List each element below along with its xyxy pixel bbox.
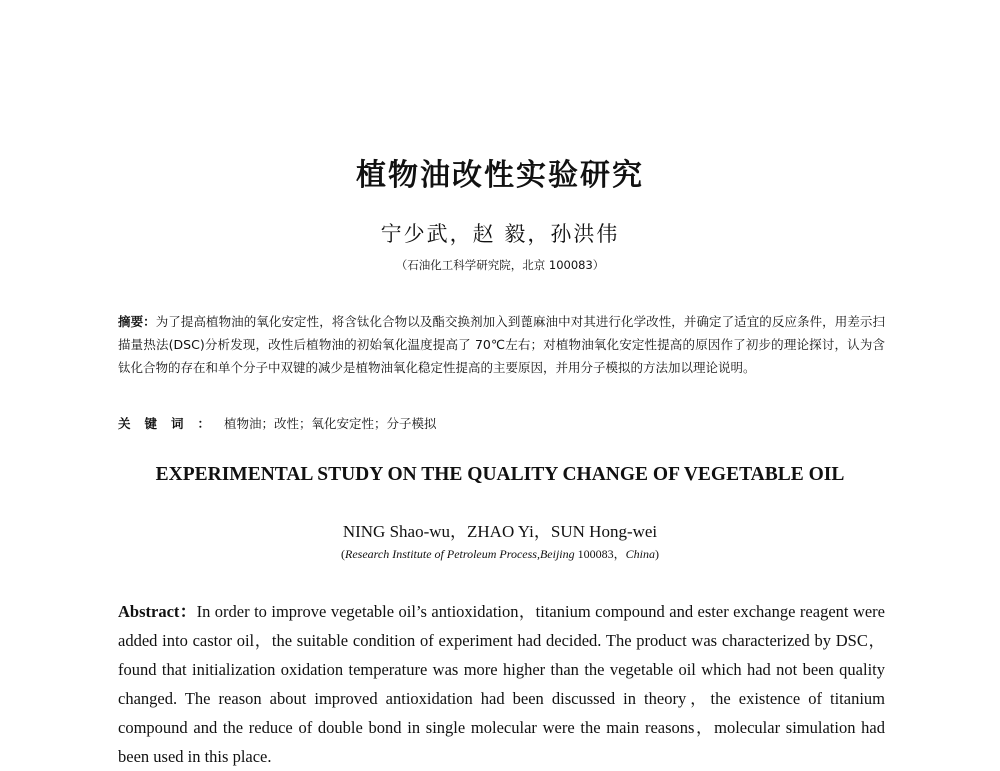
affiliation-close-paren: ) [654, 547, 659, 561]
chinese-title: 植物油改性实验研究 [356, 158, 644, 193]
chinese-affiliation: （石油化工科学研究院，北京 100083） [395, 258, 605, 272]
affiliation-country: China [625, 547, 655, 561]
english-abstract-text: In order to improve vegetable oil’s antioxidation，titanium compound and ester exchange reagent were added into castor oil，the suitable condition of experiment had decided. The product was characterized by DSC，found that initialization oxidation temperature was more higher than the vegetable oil which had not been quality changed. The reason about improved antioxidation had been discussed in theory，the existence of titanium compound and the reduce of double bond in single molecular were the main reasons，molecular simulation had been used in this place. [118, 602, 885, 766]
affiliation-open-paren: ( [341, 547, 345, 561]
chinese-abstract-text: 为了提高植物油的氧化安定性，将含钛化合物以及酯交换剂加入到蓖麻油中对其进行化学改性，并确定了适宜的反应条件，用差示扫描量热法(DSC)分析发现，改性后植物油的初始氧化温度提高了 70℃左右；对植物油氧化安定性提高的原因作了初步的理论探讨，认为含钛化合物的存在和单个分子中双键的减少是植物油氧化稳定性提高的主要原因，并用分子模拟的方法加以理论说明。 [118, 314, 885, 375]
english-abstract [118, 597, 885, 771]
chinese-authors: 宁少武，赵 毅，孙洪伟 [380, 222, 620, 246]
chinese-keywords-text: 植物油；改性；氧化安定性；分子模拟 [224, 416, 437, 431]
affiliation-institute: Research Institute of Petroleum Process [345, 547, 537, 561]
chinese-keywords [118, 412, 885, 435]
english-abstract-label: Abstract： [118, 602, 197, 621]
english-title: EXPERIMENTAL STUDY ON THE QUALITY CHANGE OF VEGETABLE OIL [155, 464, 845, 485]
english-authors: NING Shao-wu，ZHAO Yi，SUN Hong-wei [342, 522, 658, 541]
affiliation-city: ,Beijing [536, 547, 575, 561]
affiliation-postcode: 100083， [574, 547, 626, 561]
chinese-keywords-label: 关键词： [118, 416, 225, 431]
chinese-abstract-label: 摘要： [118, 314, 156, 329]
english-affiliation [0, 545, 1000, 562]
chinese-abstract [118, 310, 885, 379]
